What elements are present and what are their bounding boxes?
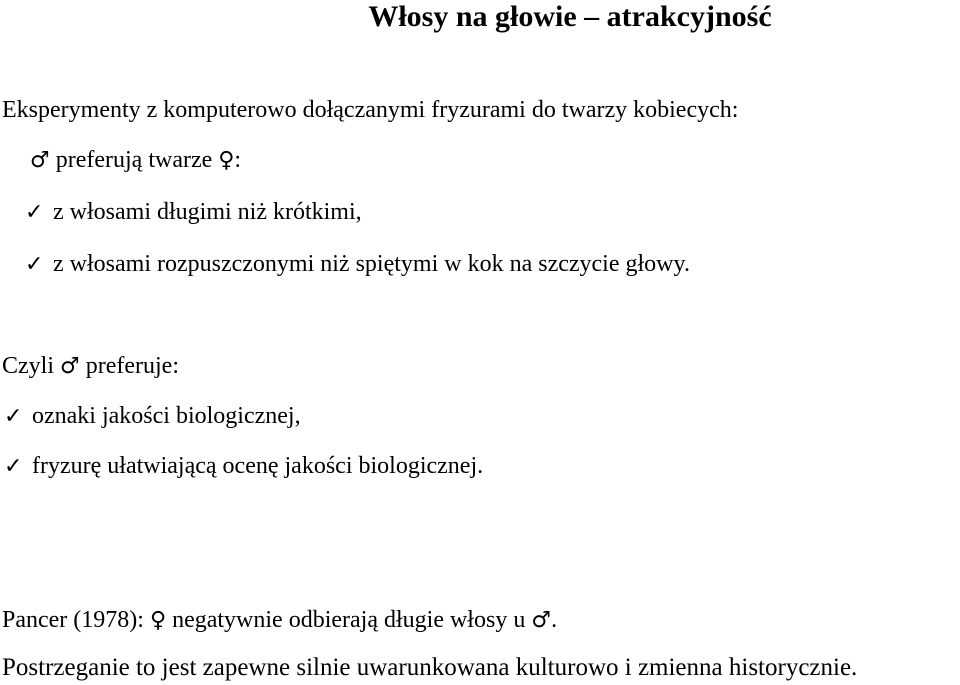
checkmark-icon: ✓ (4, 454, 23, 479)
list-item-text: z włosami długimi niż krótkimi, (53, 199, 362, 225)
list-item (4, 452, 483, 481)
colon: : (234, 147, 242, 173)
pancer-line (2, 606, 557, 635)
list-item-text: z włosami rozpuszczonymi niż spiętymi w kok na szczycie głowy. (53, 251, 690, 277)
pancer-end: . (551, 607, 558, 633)
checkmark-icon: ✓ (4, 404, 23, 429)
male-symbol-icon: ♂ (531, 608, 552, 633)
female-symbol-icon: ♀ (149, 608, 167, 633)
list-item (4, 402, 301, 431)
pancer-prefix: Pancer (1978): (2, 607, 150, 633)
list-item-text: fryzurę ułatwiającą ocenę jakości biologicznej. (32, 453, 484, 479)
prefer-faces-line (30, 146, 241, 175)
male-symbol-icon: ♂ (60, 354, 80, 379)
checkmark-icon: ✓ (25, 200, 44, 225)
summary-suffix: preferuje: (79, 353, 180, 379)
summary-prefix: Czyli (2, 353, 60, 379)
checkmark-icon: ✓ (25, 252, 44, 277)
list-item-text: oznaki jakości biologicznej, (32, 403, 301, 429)
list-item (25, 250, 690, 279)
summary-line (2, 352, 179, 381)
page-title: Włosy na głowie – atrakcyjność (368, 0, 772, 33)
list-item (25, 198, 362, 227)
prefer-faces-text: preferują twarze (55, 147, 219, 173)
male-symbol-icon: ♂ (30, 148, 50, 173)
intro-text: Eksperymenty z komputerowo dołączanymi fryzurami do twarzy kobiecych: (2, 97, 739, 123)
conclusion-text: Postrzeganie to jest zapewne silnie uwarunkowana kulturowo i zmienna historycznie. (2, 654, 858, 681)
female-symbol-icon: ♀ (218, 148, 235, 173)
pancer-middle: negatywnie odbierają długie włosy u (166, 607, 532, 633)
